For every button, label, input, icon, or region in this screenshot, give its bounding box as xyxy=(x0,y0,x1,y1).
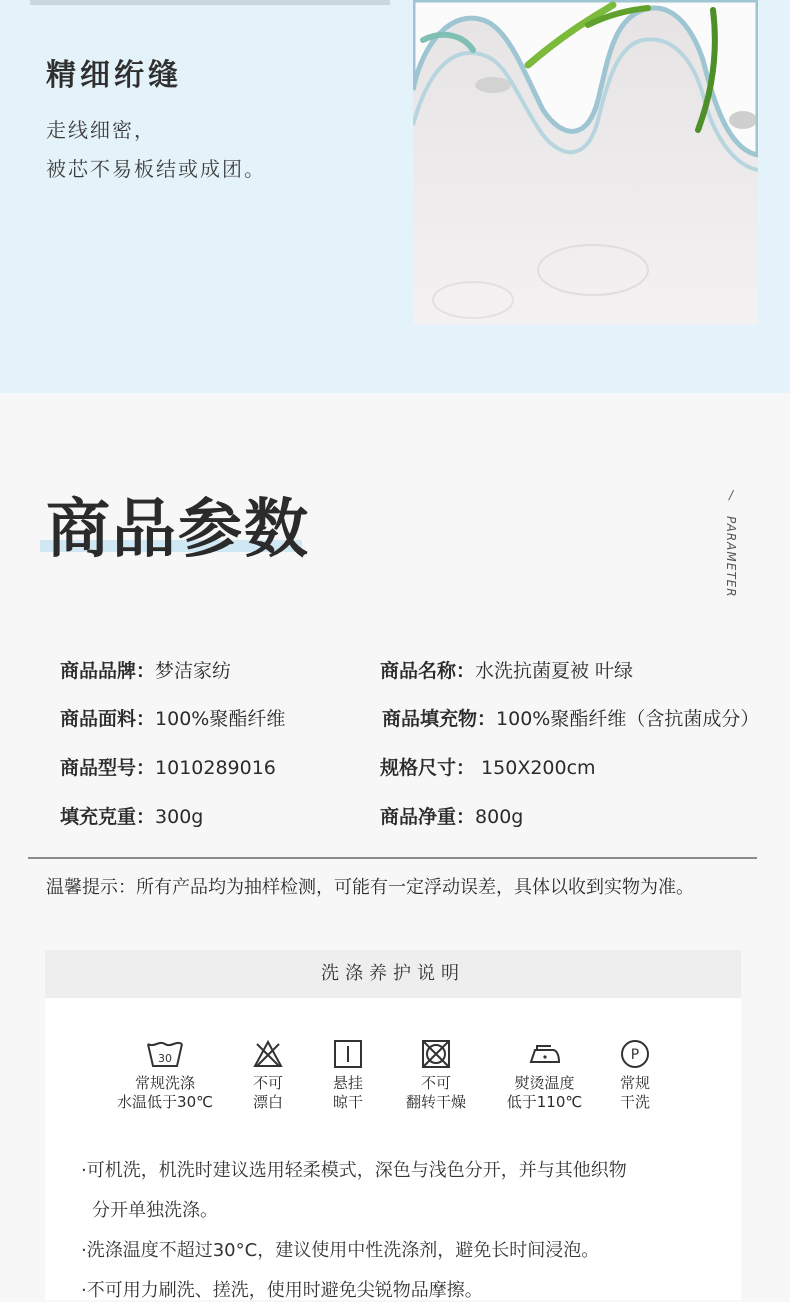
care-note-2: ·洗涤温度不超过30°C，建议使用中性洗涤剂，避免长时间浸泡。 xyxy=(81,1240,600,1261)
param-brand xyxy=(60,656,231,683)
param-key: 填充克重： xyxy=(60,806,156,828)
svg-text:30: 30 xyxy=(158,1052,172,1065)
param-key: 规格尺寸： xyxy=(380,757,476,779)
param-name xyxy=(380,656,633,683)
care-title: 洗涤养护说明 xyxy=(45,950,741,998)
care-note-1-cont: 分开单独洗涤。 xyxy=(92,1200,218,1221)
stitching-title: 精细绗缝 xyxy=(46,58,182,93)
param-key: 商品面料： xyxy=(60,708,156,730)
care-item-iron xyxy=(497,1038,592,1112)
care-label-line1: 不可 xyxy=(420,1074,451,1092)
care-label-line2: 水温低于30℃ xyxy=(117,1093,213,1111)
notice-text: 温馨提示：所有产品均为抽样检测，可能有一定浮动误差，具体以收到实物为准。 xyxy=(46,877,694,898)
care-item-hang-dry xyxy=(308,1038,388,1112)
no-tumble-dry-icon xyxy=(391,1038,481,1070)
iron-low-icon xyxy=(497,1038,592,1070)
param-key: 商品填充物： xyxy=(382,708,497,730)
care-label-line1: 常规 xyxy=(619,1074,650,1092)
hang-dry-icon xyxy=(308,1038,388,1070)
care-section xyxy=(45,950,741,1300)
param-net-weight xyxy=(380,802,523,829)
param-model xyxy=(60,753,276,780)
stitching-section xyxy=(0,0,790,393)
param-value: 水洗抗菌夏被 叶绿 xyxy=(475,660,634,682)
care-item-no-bleach xyxy=(228,1038,308,1112)
param-key: 商品净重： xyxy=(380,806,476,828)
param-filling xyxy=(382,704,759,731)
care-label-line2: 晾干 xyxy=(332,1093,363,1111)
dry-clean-p-icon xyxy=(595,1038,675,1070)
no-bleach-icon xyxy=(228,1038,308,1070)
care-note-3: ·不可用力刷洗、搓洗，使用时避免尖锐物品摩擦。 xyxy=(81,1280,483,1301)
care-item-no-tumble xyxy=(391,1038,481,1112)
vertical-slash: / xyxy=(729,488,735,502)
care-label-line2: 低于110℃ xyxy=(506,1093,583,1111)
image-strip xyxy=(30,0,390,5)
param-fabric xyxy=(60,704,285,731)
vertical-word: PARAMETER xyxy=(724,516,738,598)
param-size xyxy=(380,753,596,780)
vertical-parameter-label xyxy=(724,488,738,598)
param-value: 100%聚酯纤维 xyxy=(155,708,286,730)
param-value: 800g xyxy=(475,806,524,828)
param-value: 150X200cm xyxy=(475,757,596,779)
care-item-wash xyxy=(115,1038,215,1112)
stitching-line-1: 走线细密， xyxy=(46,118,156,142)
care-label-line1: 常规洗涤 xyxy=(134,1074,195,1092)
care-item-dry-clean xyxy=(595,1038,675,1112)
care-note-1: ·可机洗，机洗时建议选用轻柔模式，深色与浅色分开，并与其他织物 xyxy=(81,1160,627,1181)
care-label-line1: 熨烫温度 xyxy=(514,1074,575,1092)
param-value: 100%聚酯纤维（含抗菌成分） xyxy=(496,708,760,730)
care-label-line2: 漂白 xyxy=(252,1093,283,1111)
quilt-photo xyxy=(413,0,758,325)
param-key: 商品型号： xyxy=(60,757,156,779)
wash-30-icon xyxy=(115,1038,215,1070)
care-label-line2: 翻转干燥 xyxy=(405,1093,466,1111)
care-label-line1: 悬挂 xyxy=(332,1074,363,1092)
svg-text:P: P xyxy=(630,1047,640,1063)
param-value: 1010289016 xyxy=(155,757,276,779)
param-value: 梦洁家纺 xyxy=(155,660,232,682)
care-label-line2: 干洗 xyxy=(619,1093,650,1111)
param-key: 商品名称： xyxy=(380,660,476,682)
care-label-line1: 不可 xyxy=(252,1074,283,1092)
param-fill-weight xyxy=(60,802,203,829)
divider xyxy=(28,857,757,859)
param-value: 300g xyxy=(155,806,204,828)
params-title: 商品参数 xyxy=(46,493,310,567)
stitching-line-2: 被芯不易板结或成团。 xyxy=(46,157,266,181)
param-key: 商品品牌： xyxy=(60,660,156,682)
